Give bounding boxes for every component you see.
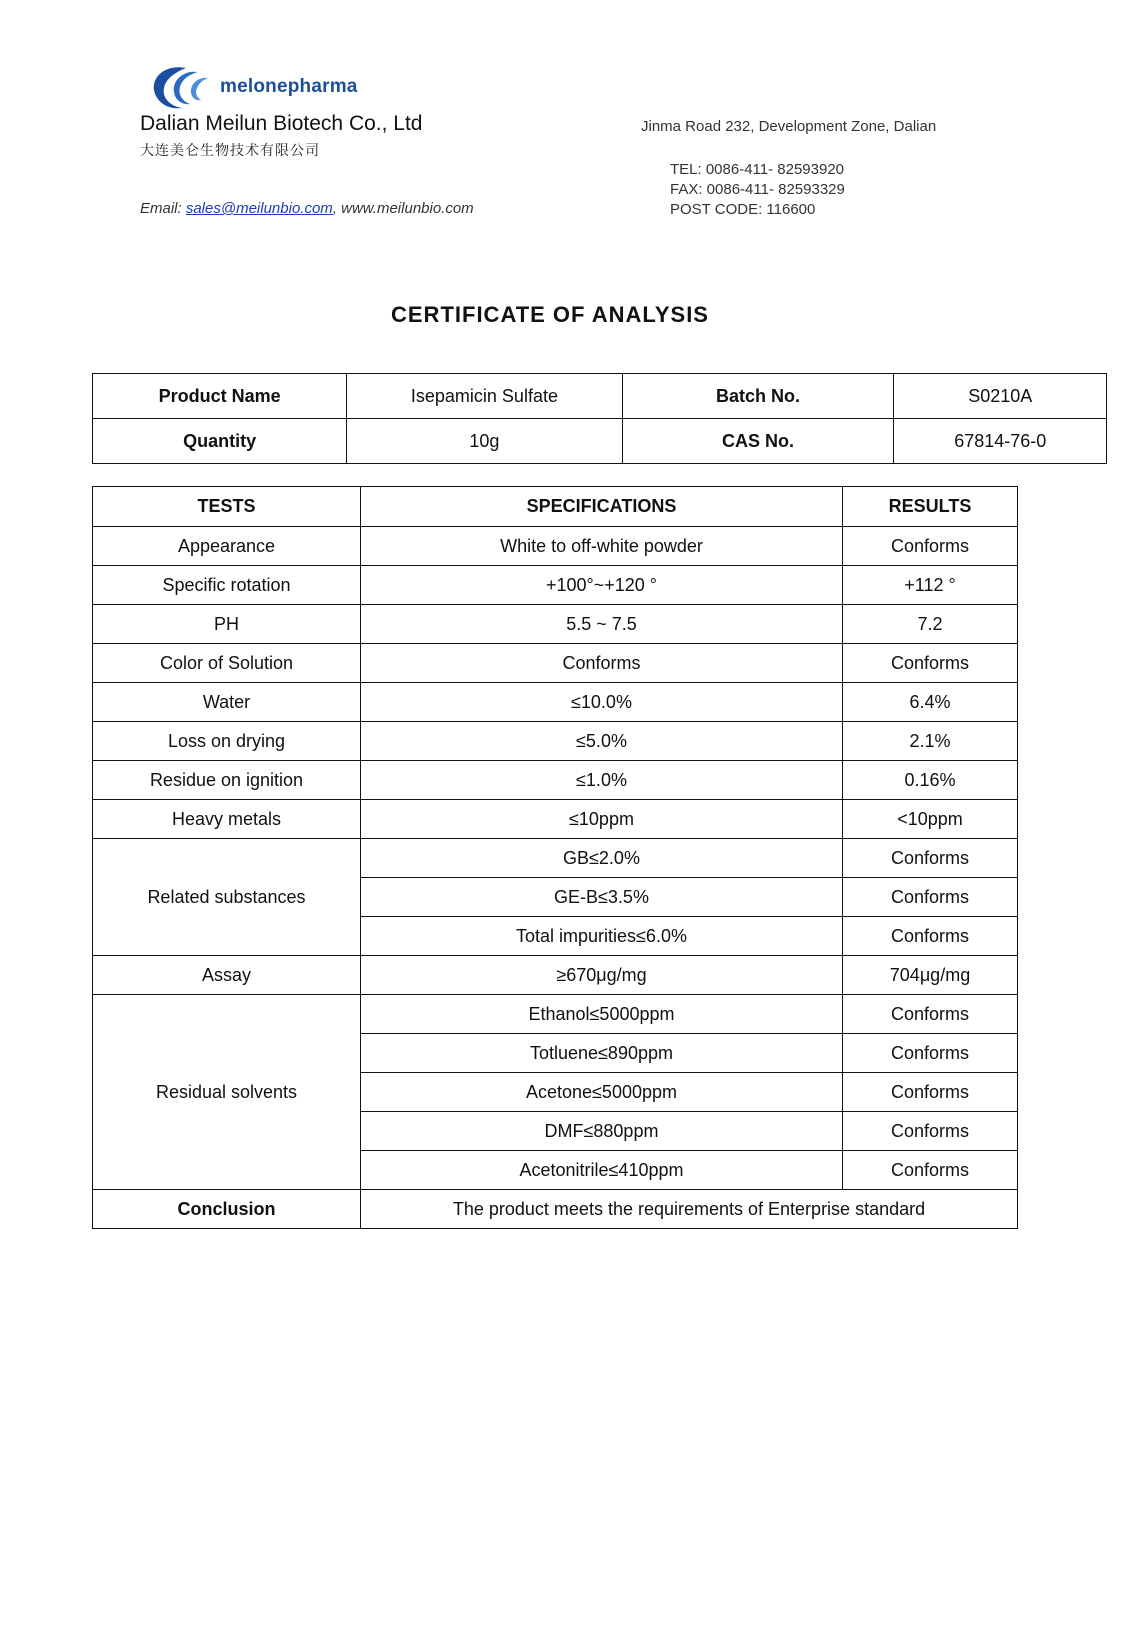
conclusion-label: Conclusion	[93, 1190, 361, 1229]
product-name-label: Product Name	[93, 374, 347, 419]
test-spec: Conforms	[361, 644, 843, 683]
table-row	[93, 839, 1018, 878]
test-result: 6.4%	[843, 683, 1018, 722]
test-spec: ≤10.0%	[361, 683, 843, 722]
column-header-specifications: SPECIFICATIONS	[361, 487, 843, 527]
test-name: Appearance	[93, 527, 361, 566]
quantity-value: 10g	[347, 419, 622, 464]
table-row	[93, 761, 1018, 800]
company-address: Jinma Road 232, Development Zone, Dalian	[641, 118, 937, 135]
product-name-value: Isepamicin Sulfate	[347, 374, 622, 419]
batch-value: S0210A	[894, 374, 1107, 419]
test-spec: Acetone≤5000ppm	[361, 1073, 843, 1112]
column-header-results: RESULTS	[843, 487, 1018, 527]
test-result: Conforms	[843, 1034, 1018, 1073]
table-row	[93, 644, 1018, 683]
telephone: TEL: 0086-411- 82593920	[670, 161, 845, 178]
test-spec: +100°~+120 °	[361, 566, 843, 605]
test-spec: ≤5.0%	[361, 722, 843, 761]
test-name: Related substances	[93, 839, 361, 956]
test-name: Assay	[93, 956, 361, 995]
table-row	[93, 956, 1018, 995]
test-spec: 5.5 ~ 7.5	[361, 605, 843, 644]
test-result: Conforms	[843, 878, 1018, 917]
table-header-row	[93, 487, 1018, 527]
table-row	[93, 419, 1107, 464]
test-result: Conforms	[843, 1073, 1018, 1112]
product-info-table	[92, 373, 1107, 464]
test-result: Conforms	[843, 527, 1018, 566]
post-code: POST CODE: 116600	[670, 201, 816, 218]
company-name: Dalian Meilun Biotech Co., Ltd	[140, 112, 423, 135]
test-name: Loss on drying	[93, 722, 361, 761]
table-row	[93, 800, 1018, 839]
test-result: Conforms	[843, 995, 1018, 1034]
cas-value: 67814-76-0	[894, 419, 1107, 464]
test-result: Conforms	[843, 644, 1018, 683]
test-name: Specific rotation	[93, 566, 361, 605]
test-result: Conforms	[843, 1112, 1018, 1151]
table-row	[93, 995, 1018, 1034]
test-spec: Ethanol≤5000ppm	[361, 995, 843, 1034]
test-spec: ≥670μg/mg	[361, 956, 843, 995]
tests-table	[92, 486, 1018, 1229]
test-result: Conforms	[843, 917, 1018, 956]
company-logo	[148, 62, 368, 114]
table-row	[93, 683, 1018, 722]
test-spec: White to off-white powder	[361, 527, 843, 566]
test-result: Conforms	[843, 1151, 1018, 1190]
document-title: CERTIFICATE OF ANALYSIS	[391, 302, 709, 327]
column-header-tests: TESTS	[93, 487, 361, 527]
test-name: Water	[93, 683, 361, 722]
website-text: , www.meilunbio.com	[332, 200, 474, 217]
test-result: <10ppm	[843, 800, 1018, 839]
test-spec: GE-B≤3.5%	[361, 878, 843, 917]
table-row	[93, 722, 1018, 761]
cas-label: CAS No.	[622, 419, 894, 464]
conclusion-text: The product meets the requirements of Enterprise standard	[361, 1190, 1018, 1229]
test-name: PH	[93, 605, 361, 644]
table-row	[93, 374, 1107, 419]
test-name: Color of Solution	[93, 644, 361, 683]
conclusion-row	[93, 1190, 1018, 1229]
brand-name: melonepharma	[220, 76, 358, 97]
test-spec: DMF≤880ppm	[361, 1112, 843, 1151]
test-name: Heavy metals	[93, 800, 361, 839]
test-result: 7.2	[843, 605, 1018, 644]
test-spec: Acetonitrile≤410ppm	[361, 1151, 843, 1190]
test-result: Conforms	[843, 839, 1018, 878]
email-label: Email:	[140, 200, 186, 217]
contact-line	[140, 200, 474, 217]
quantity-label: Quantity	[93, 419, 347, 464]
fax: FAX: 0086-411- 82593329	[670, 181, 845, 198]
test-spec: ≤1.0%	[361, 761, 843, 800]
test-name: Residue on ignition	[93, 761, 361, 800]
table-row	[93, 566, 1018, 605]
company-name-chinese: 大连美仑生物技术有限公司	[140, 143, 320, 159]
phone-block	[670, 160, 845, 220]
table-row	[93, 527, 1018, 566]
test-result: 704μg/mg	[843, 956, 1018, 995]
test-result: 2.1%	[843, 722, 1018, 761]
test-result: 0.16%	[843, 761, 1018, 800]
test-spec: Total impurities≤6.0%	[361, 917, 843, 956]
test-spec: GB≤2.0%	[361, 839, 843, 878]
test-spec: Totluene≤890ppm	[361, 1034, 843, 1073]
test-spec: ≤10ppm	[361, 800, 843, 839]
test-name: Residual solvents	[93, 995, 361, 1190]
table-row	[93, 605, 1018, 644]
batch-label: Batch No.	[622, 374, 894, 419]
email-link[interactable]: sales@meilunbio.com	[185, 200, 333, 217]
test-result: +112 °	[843, 566, 1018, 605]
melone-swirl-icon	[148, 62, 218, 112]
